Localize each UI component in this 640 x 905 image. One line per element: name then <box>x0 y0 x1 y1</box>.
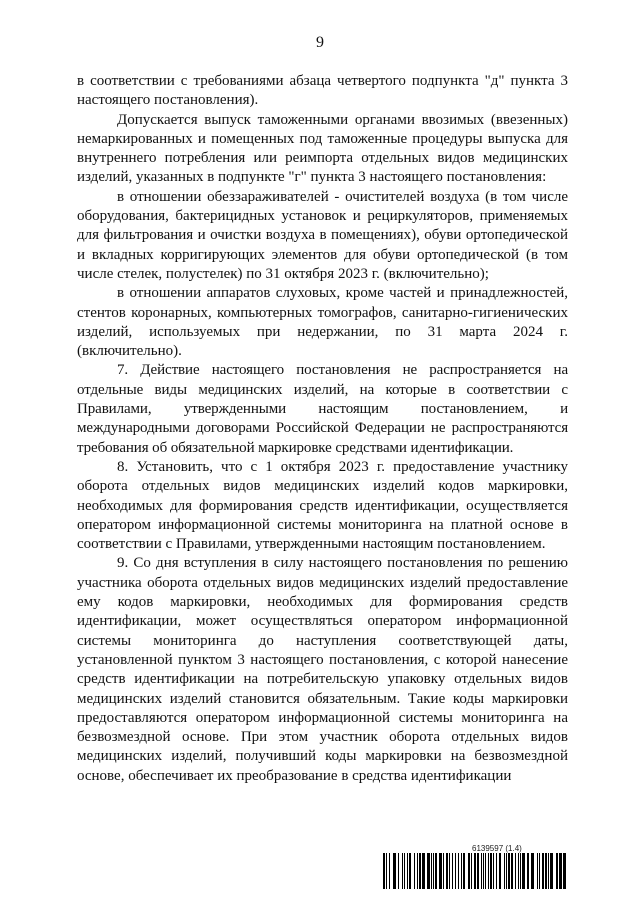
paragraph-continuation: в соответствии с требованиями абзаца четвертого подпункта "д" пункта 3 настоящего постановления). <box>77 73 568 109</box>
paragraph-air-purifiers: в отношении обеззараживателей - очистителей воздуха (в том числе оборудования, бактерицидных установок и рециркуляторов, применяемых для фильтрования и очистки воздуха в помещениях), обуви ортопедической и вкладных корригирующих элементов для обуви ортопедической (в том числе стелек, полустелек) по 31 октября 2023 г. (включительно); <box>77 188 568 282</box>
barcode-code-text: 6139597 (1.4) <box>472 844 522 853</box>
page-number: 9 <box>316 34 324 51</box>
barcode-image <box>383 853 567 889</box>
paragraph-item-7: 7. Действие настоящего постановления не распространяется на отдельные виды медицинских изделий, на которые в соответствии с Правилами, утвержденными настоящим постановлением, и международными договорами Российской Федерации не распространяются требования об обязательной маркировке средствами идентификации. <box>77 362 568 456</box>
document-body <box>77 72 568 786</box>
paragraph-item-9: 9. Со дня вступления в силу настоящего постановления по решению участника оборота отдельных видов медицинских изделий предоставление ему кодов маркировки, необходимых для формирования средств идентификации, может осуществляться оператором информационной системы мониторинга до наступления соответствующей даты, установленной пунктом 3 настоящего постановления, с которой нанесение средств идентификации на потребительскую упаковку отдельных видов медицинских изделий становится обязательным. Такие коды маркировки предоставляются оператором информационной системы мониторинга на безвозмездной основе. При этом участник оборота отдельных видов медицинских изделий, получивший коды маркировки на безвозмездной основе, обеспечивает их преобразование в средства идентификации <box>77 555 568 784</box>
paragraph-item-8: 8. Установить, что с 1 октября 2023 г. предоставление участнику оборота отдельных видов медицинских изделий кодов маркировки, необходимых для формирования средств идентификации, осуществляется оператором информационной системы мониторинга на платной основе в соответствии с Правилами, утвержденными настоящим постановлением. <box>77 458 568 553</box>
paragraph-hearing-aids: в отношении аппаратов слуховых, кроме частей и принадлежностей, стентов коронарных, компьютерных томографов, санитарно-гигиенических изделий, используемых при недержании, по 31 марта 2024 г. (включительно). <box>77 285 568 360</box>
paragraph-customs-release: Допускается выпуск таможенными органами ввозимых (ввезенных) немаркированных и помещенных под таможенные процедуры выпуска для внутреннего потребления или реимпорта отдельных видов медицинских изделий, указанных в подпункте "г" пункта 3 настоящего постановления: <box>77 111 568 186</box>
